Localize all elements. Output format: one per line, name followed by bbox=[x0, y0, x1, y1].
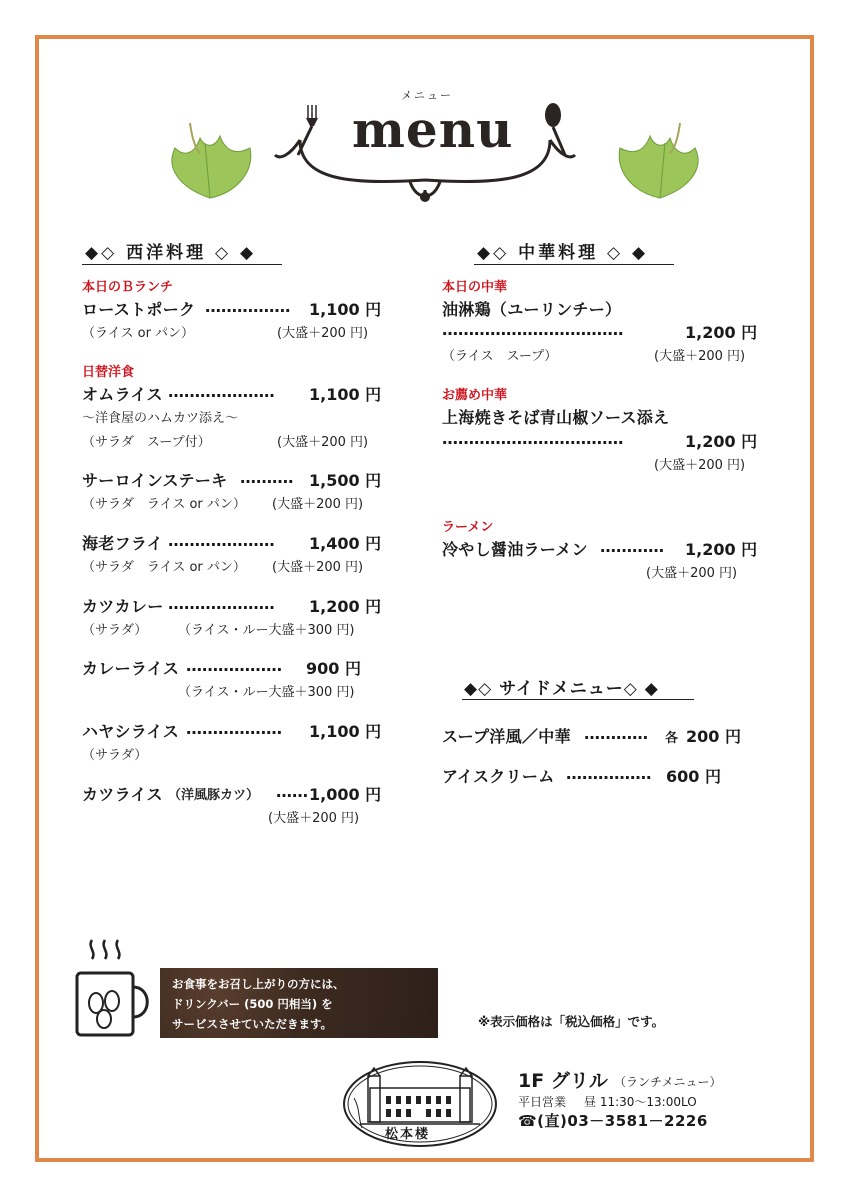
ramen-price: 1,200 円 bbox=[685, 540, 758, 559]
western-title-underline bbox=[82, 264, 282, 265]
flourish-ornament bbox=[260, 100, 590, 210]
sirloin-sub: （サラダ ライス or パン） bbox=[82, 497, 246, 512]
sirloin-extra: (大盛＋200 円) bbox=[272, 497, 364, 512]
curry-rice-price: 900 円 bbox=[306, 659, 361, 678]
hours-value: 昼 11:30～13:00LO bbox=[584, 1095, 697, 1109]
katsu-rice-name: カツライス bbox=[82, 785, 163, 804]
roast-pork-name: ローストポーク bbox=[82, 300, 196, 319]
ramen-extra: (大盛＋200 円) bbox=[646, 566, 738, 581]
katsu-curry-sub: （サラダ） bbox=[82, 623, 148, 638]
roast-pork-extra: (大盛＋200 円) bbox=[277, 326, 369, 341]
katsu-rice-note: （洋風豚カツ） bbox=[168, 788, 260, 803]
shop-name: 1F グリル bbox=[518, 1070, 608, 1092]
katsu-rice-extra: (大盛＋200 円) bbox=[268, 811, 360, 826]
hayashi-rice-price: 1,100 円 bbox=[309, 722, 382, 741]
drink-line-1: お食事をお召し上がりの方には、 bbox=[172, 977, 345, 991]
ramen-category: ラーメン bbox=[442, 520, 494, 535]
katsu-rice-dots: ‥‥‥ bbox=[276, 782, 309, 801]
sirloin-name: サーロインステーキ bbox=[82, 471, 228, 490]
yakisoba-extra: (大盛＋200 円) bbox=[654, 458, 746, 473]
katsu-rice-price: 1,000 円 bbox=[309, 785, 382, 804]
drink-bar-notice bbox=[160, 968, 438, 1038]
ebi-fry-sub: （サラダ ライス or パン） bbox=[82, 560, 246, 575]
shop-sub: （ランチメニュー） bbox=[614, 1075, 722, 1089]
soup-price: 200 円 bbox=[686, 727, 741, 746]
roast-pork-price: 1,100 円 bbox=[309, 300, 382, 319]
omurice-name: オムライス bbox=[82, 385, 163, 404]
katsu-curry-price: 1,200 円 bbox=[309, 597, 382, 616]
hayashi-rice-sub: （サラダ） bbox=[82, 748, 148, 763]
coffee-cup-icon bbox=[72, 935, 158, 1040]
curry-rice-dots: ‥‥‥‥‥‥‥‥‥ bbox=[186, 656, 283, 675]
soup-price-prefix: 各 bbox=[665, 731, 679, 746]
hayashi-rice-name: ハヤシライス bbox=[82, 722, 180, 741]
yurinchi-dots: ‥‥‥‥‥‥‥‥‥‥‥‥‥‥‥‥‥ bbox=[442, 320, 624, 339]
curry-rice-name: カレーライス bbox=[82, 659, 180, 678]
yakisoba-price: 1,200 円 bbox=[685, 432, 758, 451]
western-section-title: ◆◇ 西洋料理 ◇ ◆ bbox=[85, 243, 257, 263]
ebi-fry-name: 海老フライ bbox=[82, 534, 164, 553]
ice-cream-price: 600 円 bbox=[666, 767, 721, 786]
daily-western-category: 日替洋食 bbox=[82, 365, 135, 380]
chinese-section-title: ◆◇ 中華料理 ◇ ◆ bbox=[477, 243, 649, 263]
curry-rice-extra: （ライス・ルー大盛＋300 円) bbox=[178, 685, 355, 700]
roast-pork-dots: ‥‥‥‥‥‥‥‥ bbox=[205, 297, 291, 316]
katsu-curry-name: カツカレー bbox=[82, 597, 164, 616]
katsu-curry-extra: （ライス・ルー大盛＋300 円) bbox=[178, 623, 355, 638]
yurinchi-name: 油淋鶏（ユーリンチー） bbox=[442, 300, 622, 319]
omurice-sub2: （サラダ スープ付） bbox=[82, 435, 211, 450]
ramen-name: 冷やし醤油ラーメン bbox=[442, 540, 588, 559]
soup-dots: ‥‥‥‥‥‥ bbox=[584, 724, 649, 743]
ice-cream-name: アイスクリーム bbox=[442, 767, 555, 786]
yakisoba-name: 上海焼きそば青山椒ソース添え bbox=[442, 408, 670, 427]
chinese-title-underline bbox=[474, 264, 674, 265]
ebi-fry-price: 1,400 円 bbox=[309, 534, 382, 553]
ramen-dots: ‥‥‥‥‥‥ bbox=[600, 537, 665, 556]
soup-name: スープ洋風／中華 bbox=[442, 727, 571, 746]
shop-logo-text: 松本楼 bbox=[385, 1127, 431, 1142]
omurice-dots: ‥‥‥‥‥‥‥‥‥‥ bbox=[168, 382, 275, 401]
leaf-left-icon bbox=[160, 118, 260, 204]
drink-line-3: サービスさせていただきます。 bbox=[172, 1017, 333, 1031]
side-menu-underline bbox=[462, 699, 694, 700]
roast-pork-sub: （ライス or パン） bbox=[82, 326, 195, 341]
omurice-sub1: ～洋食屋のハムカツ添え～ bbox=[82, 411, 239, 426]
b-lunch-category: 本日のＢランチ bbox=[82, 280, 174, 295]
recommended-chinese-category: お薦め中華 bbox=[442, 388, 508, 403]
leaf-right-icon bbox=[610, 118, 710, 204]
katsu-curry-dots: ‥‥‥‥‥‥‥‥‥‥ bbox=[168, 594, 275, 613]
omurice-extra: (大盛＋200 円) bbox=[277, 435, 369, 450]
today-chinese-category: 本日の中華 bbox=[442, 280, 508, 295]
yakisoba-dots: ‥‥‥‥‥‥‥‥‥‥‥‥‥‥‥‥‥ bbox=[442, 429, 624, 448]
shop-phone: ☎(直)03－3581－2226 bbox=[518, 1112, 708, 1130]
sirloin-dots: ‥‥‥‥‥ bbox=[240, 468, 294, 487]
tax-note: ※表示価格は「税込価格」です。 bbox=[478, 1014, 665, 1029]
sirloin-price: 1,500 円 bbox=[309, 471, 382, 490]
fork-icon bbox=[298, 105, 318, 155]
yurinchi-price: 1,200 円 bbox=[685, 323, 758, 342]
menu-title: menu bbox=[352, 100, 514, 159]
yurinchi-extra: (大盛＋200 円) bbox=[654, 349, 746, 364]
ice-cream-dots: ‥‥‥‥‥‥‥‥ bbox=[566, 764, 652, 783]
ebi-fry-dots: ‥‥‥‥‥‥‥‥‥‥ bbox=[168, 531, 275, 550]
hours-label: 平日営業 bbox=[518, 1095, 567, 1109]
side-menu-title: ◆◇ サイドメニュー◇ ◆ bbox=[464, 679, 659, 699]
menu-kana-label: メニュー bbox=[401, 89, 453, 102]
drink-line-2: ドリンクバー (500 円相当) を bbox=[172, 997, 333, 1011]
yurinchi-sub: （ライス スープ） bbox=[442, 349, 558, 364]
hayashi-rice-dots: ‥‥‥‥‥‥‥‥‥ bbox=[186, 719, 283, 738]
ebi-fry-extra: (大盛＋200 円) bbox=[272, 560, 364, 575]
omurice-price: 1,100 円 bbox=[309, 385, 382, 404]
